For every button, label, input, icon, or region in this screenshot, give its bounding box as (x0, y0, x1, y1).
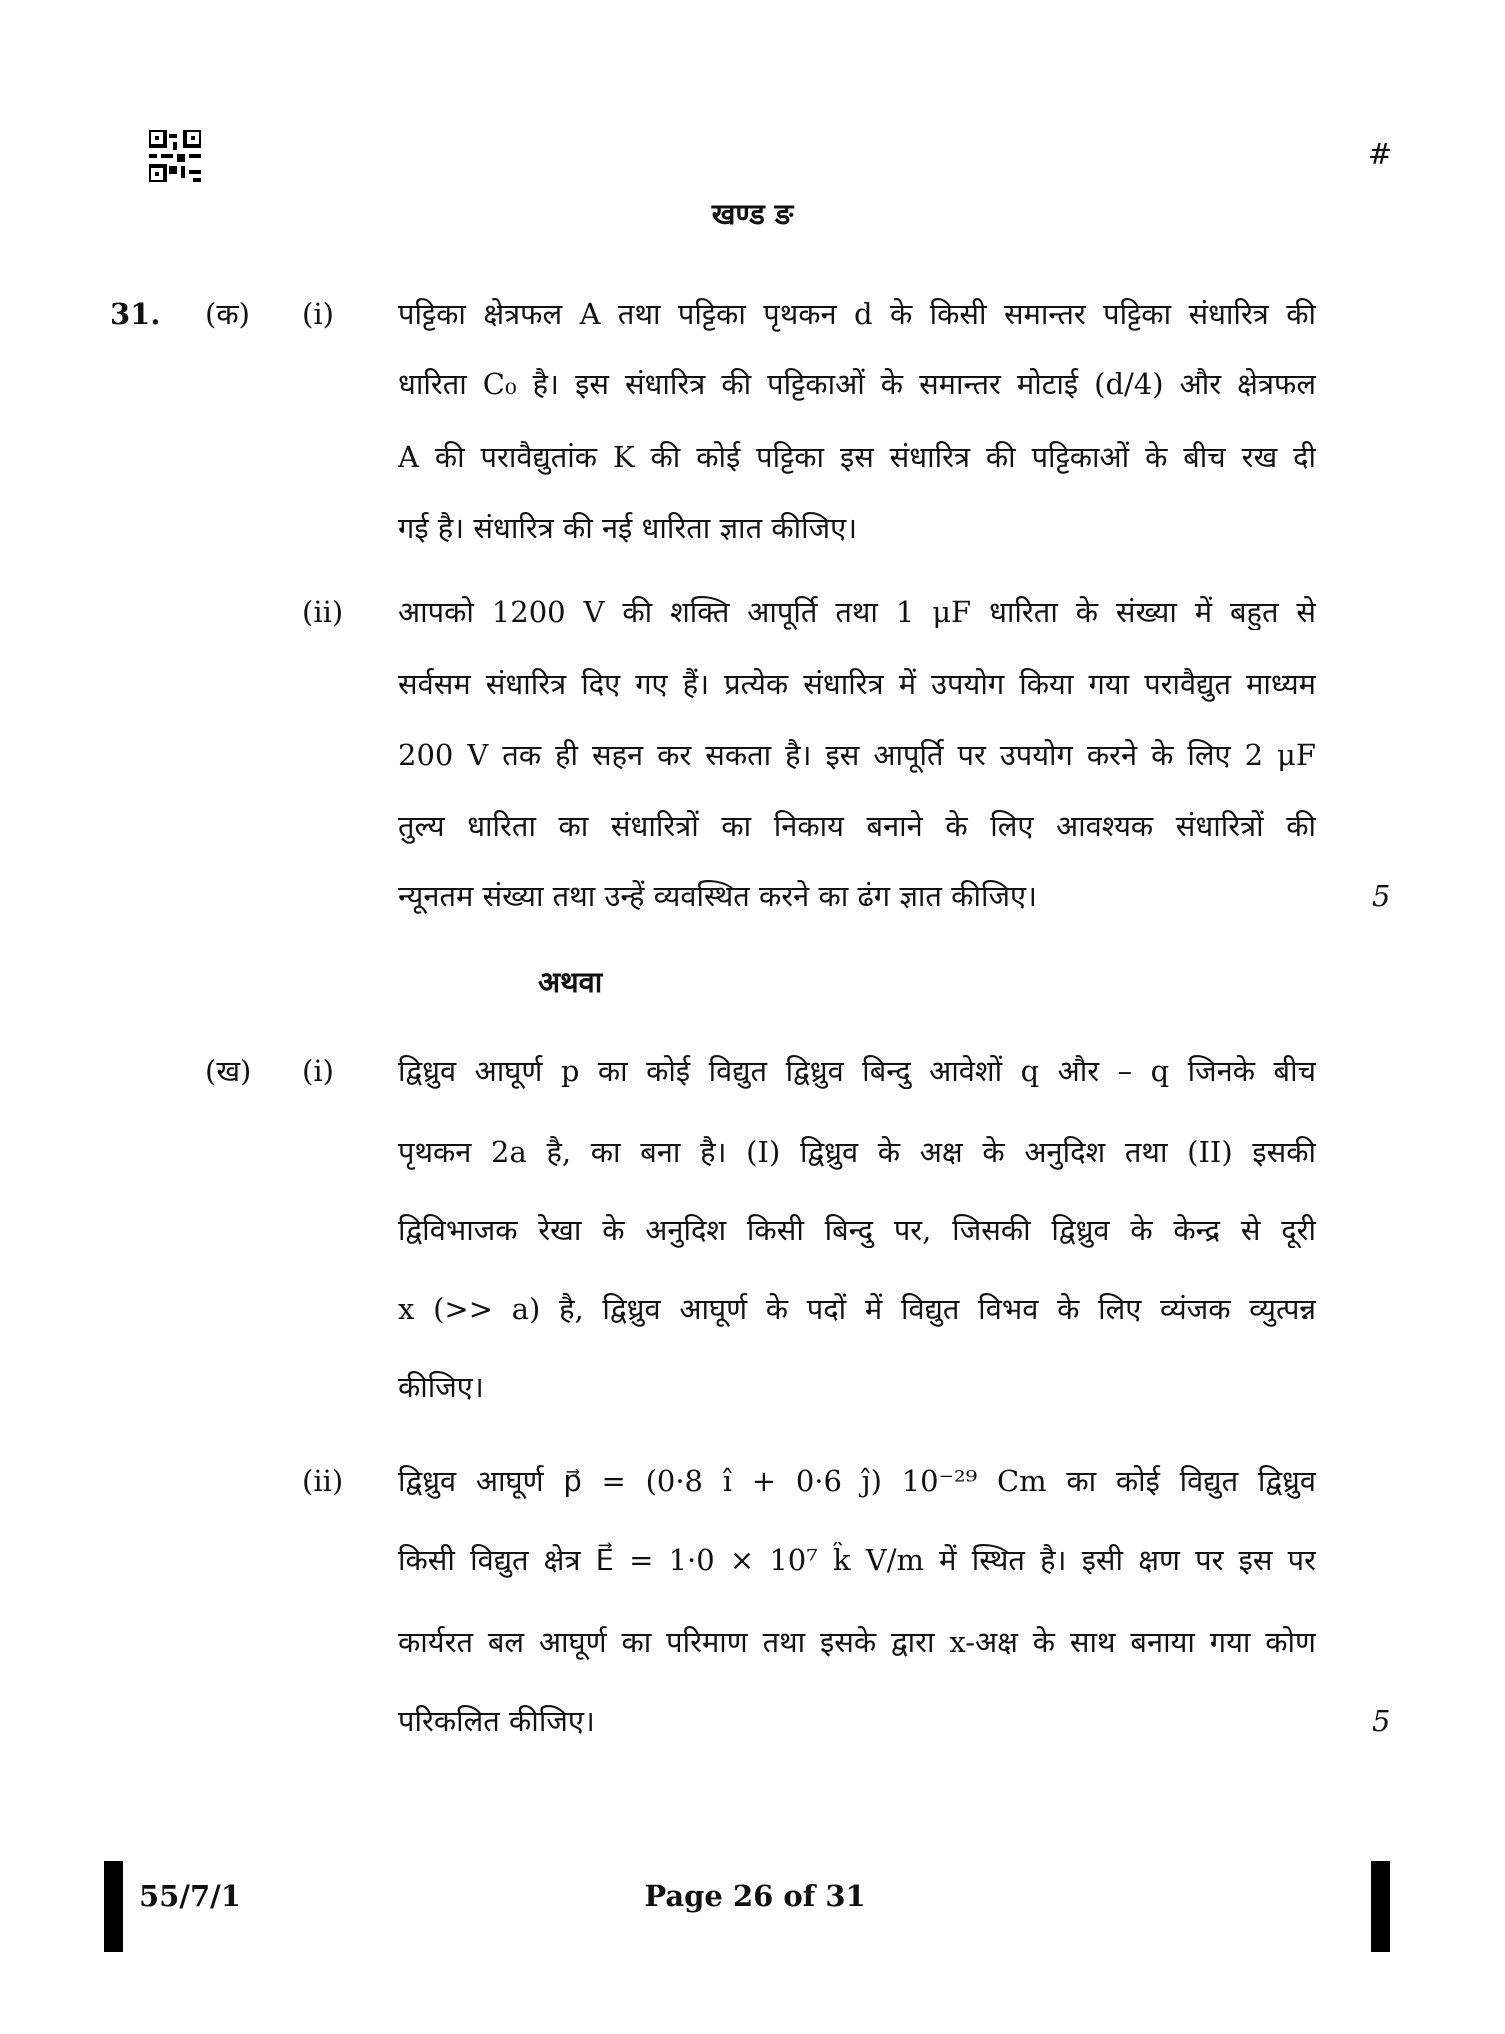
text-line: कीजिए। (398, 1370, 484, 1404)
text-line: परिकलित कीजिए। (398, 1704, 595, 1738)
part-a-label: (क) (205, 297, 250, 331)
text-line: गई है। संधारित्र की नई धारिता ज्ञात कीजिए। (398, 511, 858, 545)
part-a-marks: 5 (1372, 879, 1391, 913)
part-b-i-label: (i) (302, 1054, 334, 1088)
text-line: तुल्य धारिता का संधारित्रों का निकाय बनाने के लिए आवश्यक संधारित्रों की (398, 809, 1316, 843)
text-line: A की परावैद्युतांक K की कोई पट्टिका इस संधारित्र की पट्टिकाओं के बीच रख दी (398, 440, 1316, 474)
question-number: 31. (110, 297, 161, 331)
text-line: पट्टिका क्षेत्रफल A तथा पट्टिका पृथकन d के किसी समान्तर पट्टिका संधारित्र की (398, 297, 1316, 331)
text-line: किसी विद्युत क्षेत्र E⃗ = 1·0 × 10⁷ k̂ V/m में स्थित है। इसी क्षण पर इस पर (398, 1543, 1316, 1577)
text-line: न्यूनतम संख्या तथा उन्हें व्यवस्थित करने का ढंग ज्ञात कीजिए। (398, 879, 1038, 913)
text-line: धारिता C₀ है। इस संधारित्र की पट्टिकाओं के समान्तर मोटाई (d/4) और क्षेत्रफल (398, 367, 1316, 401)
text-line: द्विध्रुव आघूर्ण p का कोई विद्युत द्विध्रुव बिन्दु आवेशों q और – q जिनके बीच (398, 1054, 1316, 1088)
part-b-ii-label: (ii) (302, 1464, 344, 1498)
text-line: द्विध्रुव आघूर्ण p⃗ = (0·8 î + 0·6 ĵ) 10⁻²⁹ Cm का कोई विद्युत द्विध्रुव (398, 1464, 1316, 1498)
part-a-i-label: (i) (302, 297, 334, 331)
hash-mark: # (1368, 137, 1393, 171)
text-line: द्विविभाजक रेखा के अनुदिश किसी बिन्दु पर, जिसकी द्विध्रुव के केन्द्र से दूरी (398, 1213, 1316, 1247)
text-line: पृथकन 2a है, का बना है। (I) द्विध्रुव के अक्ष के अनुदिश तथा (II) इसकी (398, 1135, 1316, 1169)
text-line: x (>> a) है, द्विध्रुव आघूर्ण के पदों में विद्युत विभव के लिए व्यंजक व्युत्पन्न (398, 1292, 1316, 1326)
part-b-label: (ख) (205, 1054, 252, 1088)
section-title: खण्ड ङ (711, 197, 794, 231)
text-line: 200 V तक ही सहन कर सकता है। इस आपूर्ति पर उपयोग करने के लिए 2 μF (398, 738, 1316, 772)
page-number: Page 26 of 31 (644, 1879, 866, 1913)
part-b-marks: 5 (1372, 1704, 1391, 1738)
text-line: कार्यरत बल आघूर्ण का परिमाण तथा इसके द्वारा x-अक्ष के साथ बनाया गया कोण (398, 1625, 1316, 1659)
qr-code-icon (149, 130, 201, 182)
text-line: आपको 1200 V की शक्ति आपूर्ति तथा 1 μF धारिता के संख्या में बहुत से (398, 595, 1316, 629)
paper-code: 55/7/1 (139, 1879, 241, 1913)
part-a-ii-label: (ii) (302, 595, 344, 629)
or-label: अथवा (538, 965, 603, 999)
text-line: सर्वसम संधारित्र दिए गए हैं। प्रत्येक संधारित्र में उपयोग किया गया परावैद्युत माध्यम (398, 667, 1316, 701)
